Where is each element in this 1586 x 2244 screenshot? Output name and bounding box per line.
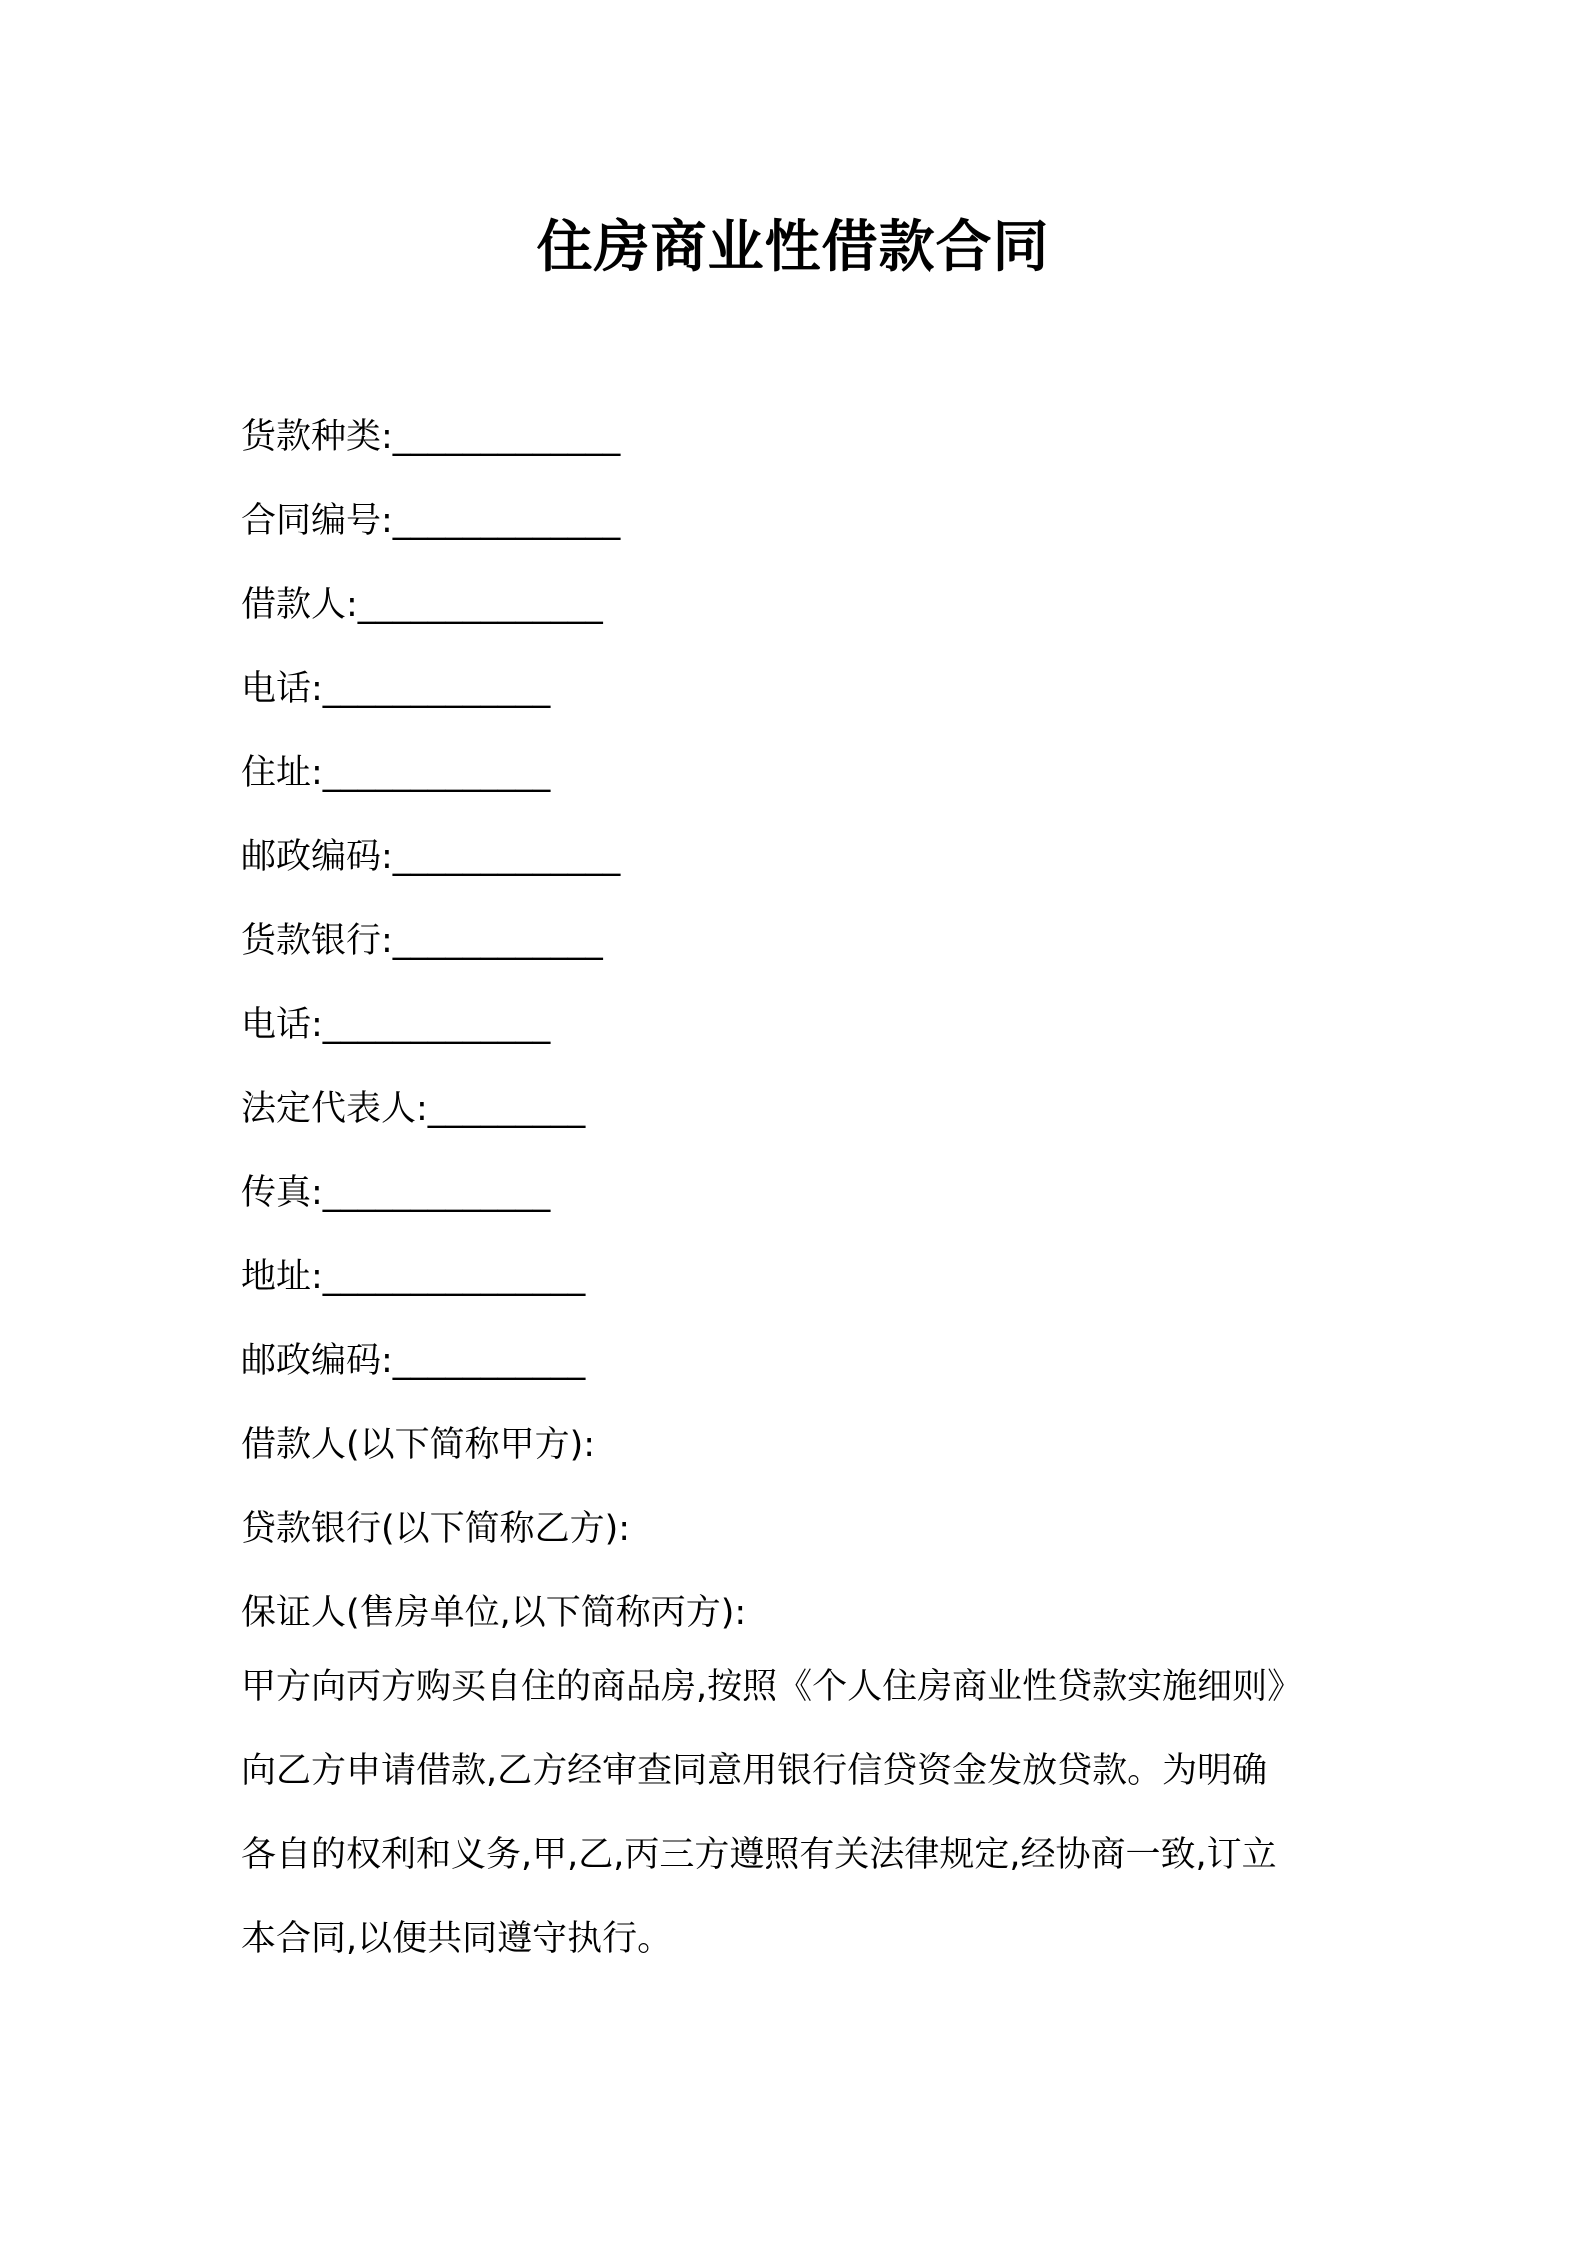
paragraph-line: 甲方向丙方购买自住的商品房,按照《个人住房商业性贷款实施细则》 xyxy=(241,1667,1303,1707)
party-a-line: 借款人(以下简称甲方): xyxy=(241,1425,596,1465)
field-legal-representative: 法定代表人:_________ xyxy=(241,1089,586,1129)
party-c-line: 保证人(售房单位,以下简称丙方): xyxy=(241,1593,747,1633)
preamble-paragraph xyxy=(241,1654,1376,1990)
contract-fields xyxy=(241,404,1391,1664)
field-borrower-phone: 电话:_____________ xyxy=(241,669,551,709)
paragraph-line: 本合同,以便共同遵守执行。 xyxy=(241,1919,673,1959)
paragraph-line: 向乙方申请借款,乙方经审查同意用银行信贷资金发放贷款。为明确 xyxy=(241,1751,1268,1791)
field-borrower-postcode: 邮政编码:_____________ xyxy=(241,837,621,877)
party-b-line: 贷款银行(以下简称乙方): xyxy=(241,1509,631,1549)
paragraph-line: 各自的权利和义务,甲,乙,丙三方遵照有关法律规定,经协商一致,订立 xyxy=(241,1835,1277,1875)
field-fax: 传真:_____________ xyxy=(241,1173,551,1213)
field-loan-type: 货款种类:_____________ xyxy=(241,417,621,457)
field-bank-address: 地址:_______________ xyxy=(241,1257,586,1297)
field-bank-postcode: 邮政编码:___________ xyxy=(241,1341,586,1381)
field-borrower-address: 住址:_____________ xyxy=(241,753,551,793)
field-bank-phone: 电话:_____________ xyxy=(241,1005,551,1045)
field-lending-bank: 货款银行:____________ xyxy=(241,921,603,961)
field-borrower: 借款人:______________ xyxy=(241,585,603,625)
document-title: 住房商业性借款合同 xyxy=(536,215,1050,280)
field-contract-number: 合同编号:_____________ xyxy=(241,501,621,541)
